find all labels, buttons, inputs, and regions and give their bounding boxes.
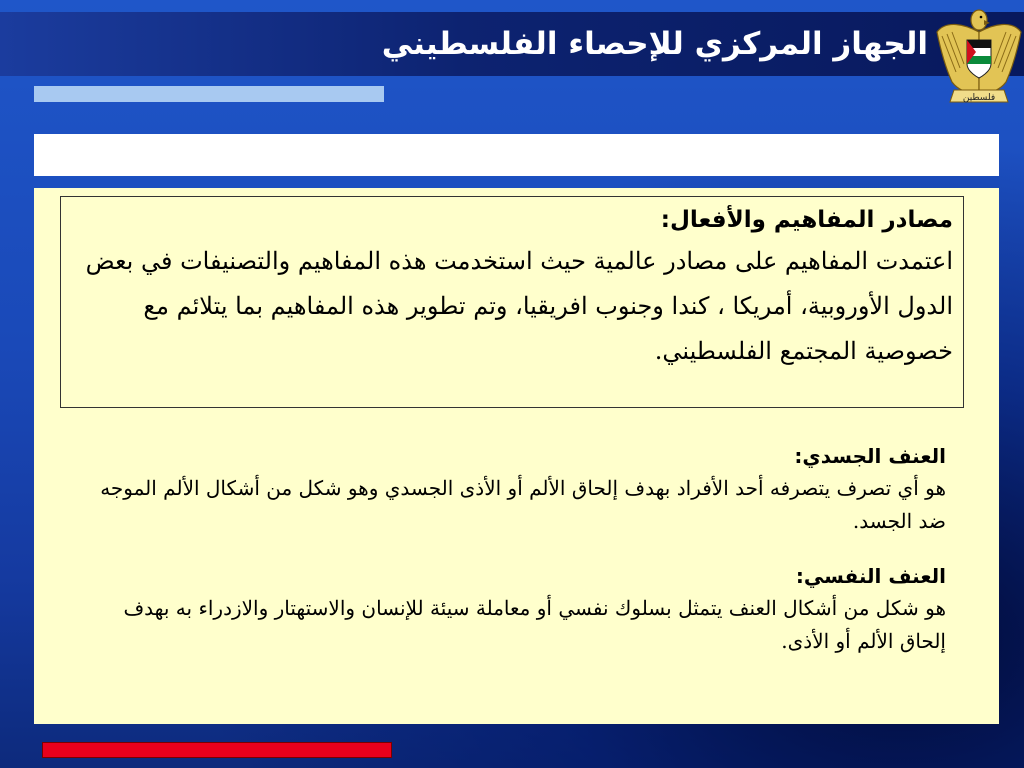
accent-bar	[34, 86, 384, 102]
concepts-sources-heading: مصادر المفاهيم والأفعال:	[660, 207, 953, 233]
palestine-eagle-emblem-icon	[934, 2, 1024, 112]
psychological-violence-text: هو شكل من أشكال العنف يتمثل بسلوك نفسي أو معاملة سيئة للإنسان والاستهتار والازدراء به بهدف إلحاق الألم أو الأذى.	[123, 596, 946, 653]
concepts-sources-text: اعتمدت المفاهيم على مصادر عالمية حيث استخدمت هذه المفاهيم والتصنيفات في بعض الدول الأوروبية، أمريكا ، كندا وجنوب افريقيا، وتم تطوير هذه المفاهيم بما يتلائم مع خصوصية المجتمع الفلسطيني.	[85, 247, 953, 365]
psychological-violence-section	[86, 560, 946, 658]
physical-violence-text: هو أي تصرف يتصرفه أحد الأفراد بهدف إلحاق الألم أو الأذى الجسدي وهو شكل من أشكال الألم الموجه ضد الجسد.	[100, 476, 946, 533]
physical-violence-section	[86, 440, 946, 538]
physical-violence-heading: العنف الجسدي:	[794, 444, 946, 468]
bottom-accent-bar	[42, 742, 392, 758]
page-title: الجهاز المركزي للإحصاء الفلسطيني	[381, 26, 928, 62]
psychological-violence-heading: العنف النفسي:	[795, 564, 946, 588]
emblem-banner-text: فلسطين	[962, 93, 996, 103]
subtitle-strip	[34, 134, 999, 176]
concepts-sources-box	[60, 196, 964, 408]
